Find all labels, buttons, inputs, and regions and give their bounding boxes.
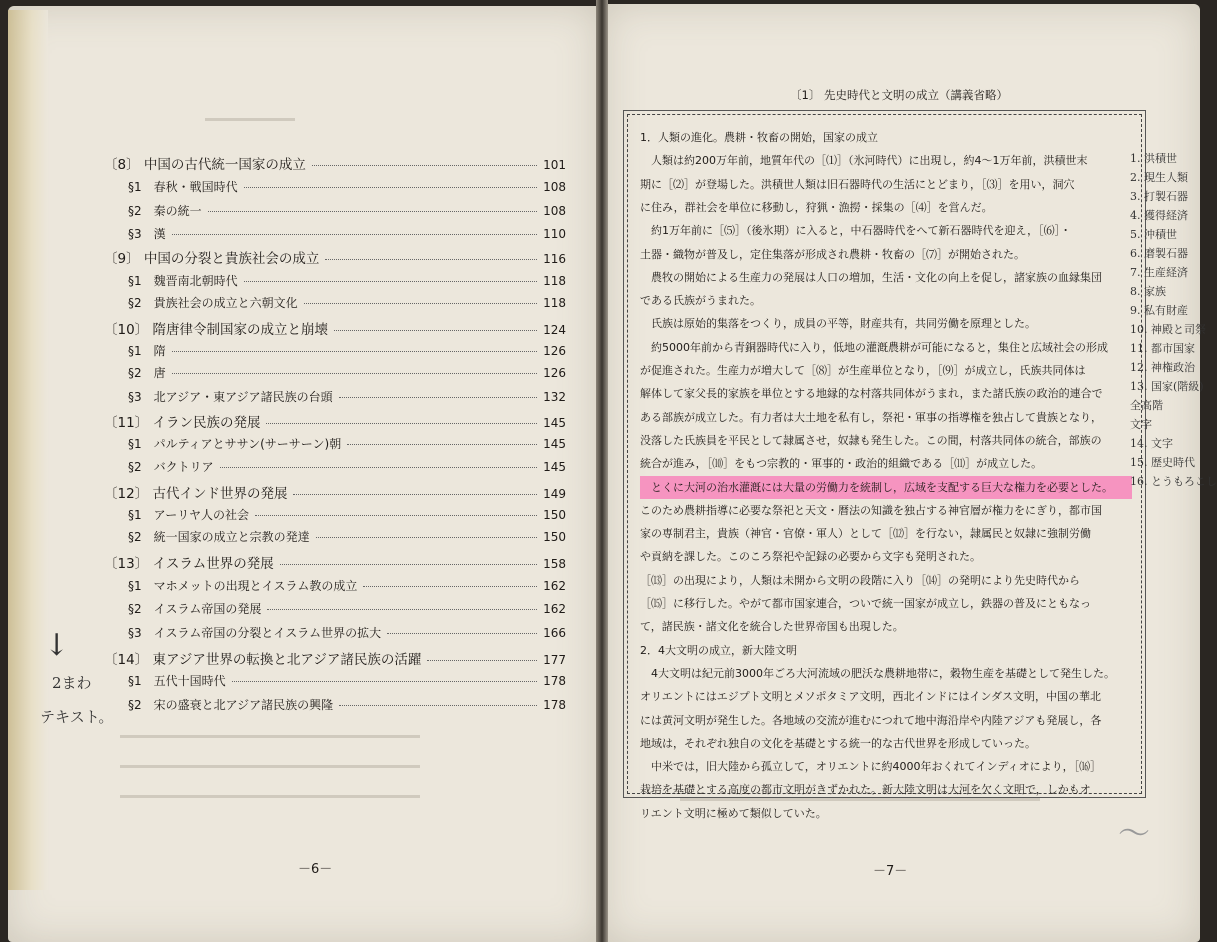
toc-leader-dots [339,397,537,398]
page-number-left: －6－ [298,862,333,877]
toc-entry-label: §3 イスラム帝国の分裂とイスラム世界の拡大 [128,626,382,640]
toc-leader-dots [325,259,537,260]
body-line: 地域は，それぞれ独自の文化を基礎とする統一的な古代世界を形成していった。 [640,736,1036,750]
toc-entry-page: 178 [543,674,566,688]
body-line: オリエントにはエジプト文明とメソポタミア文明，西北インドにはインダス文明，中国の華北 [640,690,1102,704]
toc-entry [128,696,566,713]
toc-entry-page: 158 [543,557,566,571]
toc-leader-dots [255,515,537,516]
toc-leader-dots [244,281,537,282]
body-line: 氏族は原始的集落をつくり，成員の平等，財産共有，共同労働を原理とした。 [640,317,1036,331]
body-line: リエント文明に極めて類似していた。 [640,806,827,820]
toc-leader-dots [304,303,537,304]
toc-entry-label: 〔10〕 隋唐律令制国家の成立と崩壊 [104,322,328,338]
toc-entry-page: 108 [543,180,566,194]
toc-entry [128,506,566,523]
toc-entry [128,577,566,594]
body-line: である氏族がうまれた。 [640,294,761,308]
book-spine [596,0,608,942]
margin-note: 文字 [1130,418,1152,431]
body-line: 期に［⑵］が登場した。洪積世人類は旧石器時代の生活にとどまり，［⑶］を用い，洞穴 [640,177,1075,191]
handwritten-arrow: ↓ [44,628,70,663]
toc-entry [128,600,566,617]
running-head: 〔1〕 先史時代と文明の成立（講義省略） [790,88,1008,102]
body-line: 没落した氏族員を平民として隷属させ，奴隷も発生した。この間，村落共同体の統合，部族の [640,433,1102,447]
margin-note: 14. 文字 [1130,437,1173,450]
toc-entry-label: §3 北アジア・東アジア諸民族の台頭 [128,390,333,404]
toc-leader-dots [363,586,537,587]
body-line: ある部族が成立した。有力者は大土地を私有し，祭祀・軍事の指導権を独占して貴族となり， [640,410,1102,424]
toc-leader-dots [312,165,537,166]
bleed-through-text [120,765,420,768]
toc-leader-dots [280,564,537,565]
margin-note: 10. 神殿と司祭 [1130,323,1206,336]
toc-leader-dots [316,537,537,538]
body-line: 土器・織物が普及し，定住集落が形成され農耕・牧畜の［⑺］が開始された。 [640,247,1025,261]
toc-entry-label: §3 漢 [128,227,166,241]
toc-entry-page: 101 [543,158,566,172]
toc-leader-dots [293,494,537,495]
toc-entry-label: §2 秦の統一 [128,204,202,218]
toc-leader-dots [334,330,537,331]
body-line: 家の専制君主，貴族（神官・官僚・軍人）として［⑿］を行ない，隷属民と奴隷に強制労働 [640,527,1091,541]
toc-entry [128,272,566,289]
body-line: には黄河文明が発生した。各地域の交流が進むにつれて地中海沿岸や内陸アジアも発展し，各 [640,713,1102,727]
page-number-right: －7－ [873,864,908,879]
toc-entry [128,178,566,195]
body-line: 統合が進み，［⑽］をもつ宗教的・軍事的・政治的組織である［⑾］が成立した。 [640,457,1043,471]
toc-leader-dots [427,660,537,661]
toc-entry [128,364,566,381]
toc-entry-label: §2 唐 [128,366,166,380]
toc-entry-page: 118 [543,274,566,288]
toc-leader-dots [266,423,537,424]
margin-note: 7. 生産経済 [1130,266,1188,279]
toc-entry-page: 166 [543,626,566,640]
toc-entry-label: §1 五代十国時代 [128,674,226,688]
toc-entry [104,552,566,572]
body-line: 栽培を基礎とする高度の都市文明がきずかれた。新大陸文明は大河を欠く文明で，しかもオ [640,783,1091,797]
toc-leader-dots [387,633,537,634]
margin-note: 3. 打製石器 [1130,190,1188,203]
bleed-through-text [205,118,295,121]
toc-entry-page: 126 [543,344,566,358]
toc-entry [128,225,566,242]
toc-entry-label: §1 アーリヤ人の社会 [128,508,250,522]
toc-entry-label: §1 パルティアとササン(サーサーン)朝 [128,437,342,451]
toc-leader-dots [232,681,537,682]
margin-note: 15. 歴史時代 [1130,456,1195,469]
margin-note: 13. 国家(階級) [1130,380,1204,393]
body-line: 約5000年前から青銅器時代に入り，低地の灌漑農耕が可能になると，集住と広域社会の形成 [640,340,1108,354]
body-line: 1．人類の進化。農耕・牧畜の開始，国家の成立 [640,131,878,144]
toc-entry [128,528,566,545]
body-line: 農牧の開始による生産力の発展は人口の増加，生活・文化の向上を促し，諸家族の血縁集団 [640,270,1102,284]
binding-edge [8,10,48,890]
toc-entry-page: 162 [543,579,566,593]
margin-note: 8. 家族 [1130,285,1166,298]
toc-entry-label: §2 貴族社会の成立と六朝文化 [128,296,298,310]
toc-entry-label: §1 魏晋南北朝時代 [128,274,238,288]
toc-leader-dots [172,351,537,352]
body-line: て，諸民族・諸文化を統合した世界帝国も出現した。 [640,620,904,634]
toc-entry [104,247,566,267]
toc-entry-page: 162 [543,602,566,616]
toc-entry-page: 132 [543,390,566,404]
body-line: 4大文明は紀元前3000年ごろ大河流域の肥沃な農耕地帯に，穀物生産を基礎として発生した。 [640,666,1115,680]
margin-note: 1. 洪積世 [1130,152,1177,165]
toc-entry-page: 118 [543,296,566,310]
body-line: とくに大河の治水灌漑には大量の労働力を統制し，広域を支配する巨大な権力を必要とした。 [640,476,1132,499]
toc-entry [128,435,566,452]
toc-entry-label: 〔9〕 中国の分裂と貴族社会の成立 [104,251,320,267]
body-line: 2．4大文明の成立，新大陸文明 [640,643,797,657]
toc-entry-page: 116 [543,252,566,266]
toc-entry-page: 178 [543,698,566,712]
bleed-through-text [120,795,420,798]
toc-entry-page: 145 [543,437,566,451]
body-line: や貢納を課した。このころ祭祀や記録の必要から文字も発明された。 [640,550,981,564]
toc-entry-page: 126 [543,366,566,380]
toc-entry [104,153,566,173]
margin-note: 12. 神権政治 [1130,361,1195,374]
toc-leader-dots [208,211,537,212]
margin-note: 11. 都市国家 [1130,342,1195,355]
toc-entry [128,388,566,405]
bleed-through-text [120,735,420,738]
toc-entry [104,482,566,502]
pencil-scribble: 〜 [1118,814,1151,852]
toc-entry-label: 〔14〕 東アジア世界の転換と北アジア諸民族の活躍 [104,652,422,668]
body-line: ［⒀］の出現により，人類は未開から文明の段階に入り［⒁］の発明により先史時代から [640,573,1080,587]
margin-note: 9. 私有財産 [1130,304,1188,317]
toc-entry-label: §1 春秋・戦国時代 [128,180,238,194]
toc-entry [104,648,566,668]
toc-entry-label: §1 マホメットの出現とイスラム教の成立 [128,579,358,593]
toc-entry-page: 149 [543,487,566,501]
toc-leader-dots [244,187,537,188]
body-line: 人類は約200万年前，地質年代の［⑴］（氷河時代）に出現し，約4～1万年前，洪積世末 [640,154,1088,168]
handwritten-note-line2: テキスト。 [40,708,114,726]
body-line: 中米では，旧大陸から孤立して，オリエントに約4000年おくれてインディオにより，［⒃］ [640,760,1102,774]
toc-entry-page: 110 [543,227,566,241]
toc-entry [104,318,566,338]
toc-entry-label: 〔13〕 イスラム世界の発展 [104,556,274,572]
body-line: に住み，群社会を単位に移動し，狩猟・漁撈・採集の［⑷］を営んだ。 [640,200,993,214]
toc-entry-page: 150 [543,508,566,522]
handwritten-note-line1: 2まわ [52,674,92,692]
body-line: 約1万年前に［⑸］（後氷期）に入ると，中石器時代をへて新石器時代を迎え，［⑹］・ [640,224,1072,238]
toc-entry [128,342,566,359]
margin-note: 16. とうもろこし [1130,475,1217,488]
margin-note: 6. 磨製石器 [1130,247,1188,260]
toc-entry-page: 124 [543,323,566,337]
toc-entry-label: 〔11〕 イラン民族の発展 [104,415,261,431]
toc-entry-label: §2 バクトリア [128,460,214,474]
margin-note: 5. 沖積世 [1130,228,1177,241]
body-line: このため農耕指導に必要な祭祀と天文・暦法の知識を独占する神官層が権力をにぎり，都市国 [640,503,1102,517]
toc-leader-dots [172,373,537,374]
toc-entry [128,624,566,641]
toc-leader-dots [220,467,537,468]
toc-leader-dots [172,234,537,235]
body-line: 解体して家父長的家族を単位とする地縁的な村落共同体がうまれ，また諸氏族の政治的連合で [640,387,1103,401]
toc-entry-label: §1 隋 [128,344,166,358]
toc-entry-label: §2 イスラム帝国の発展 [128,602,262,616]
toc-entry-page: 177 [543,653,566,667]
toc-entry-label: 〔8〕 中国の古代統一国家の成立 [104,157,306,173]
toc-entry-label: 〔12〕 古代インド世界の発展 [104,486,288,502]
margin-note: 2. 現生人類 [1130,171,1188,184]
toc-entry [128,294,566,311]
toc-entry-page: 150 [543,530,566,544]
toc-entry-label: §2 統一国家の成立と宗教の発達 [128,530,310,544]
body-line: が促進された。生産力が増大して［⑻］が生産単位となり，［⑼］が成立し，氏族共同体は [640,364,1086,377]
toc-leader-dots [267,609,537,610]
body-line: ［⒂］に移行した。やがて都市国家連合，ついで統一国家が成立し，鉄器の普及にともなっ [640,597,1091,610]
toc-leader-dots [347,444,537,445]
toc-entry [128,458,566,475]
toc-entry-page: 108 [543,204,566,218]
margin-note: 4. 獲得経済 [1130,209,1188,222]
toc-entry [128,672,566,689]
toc-entry-page: 145 [543,416,566,430]
toc-entry-label: §2 宋の盛衰と北アジア諸民族の興隆 [128,698,334,712]
toc-entry [128,202,566,219]
margin-note: 全高階 [1130,399,1163,412]
toc-leader-dots [339,705,537,706]
toc-entry [104,411,566,431]
toc-entry-page: 145 [543,460,566,474]
